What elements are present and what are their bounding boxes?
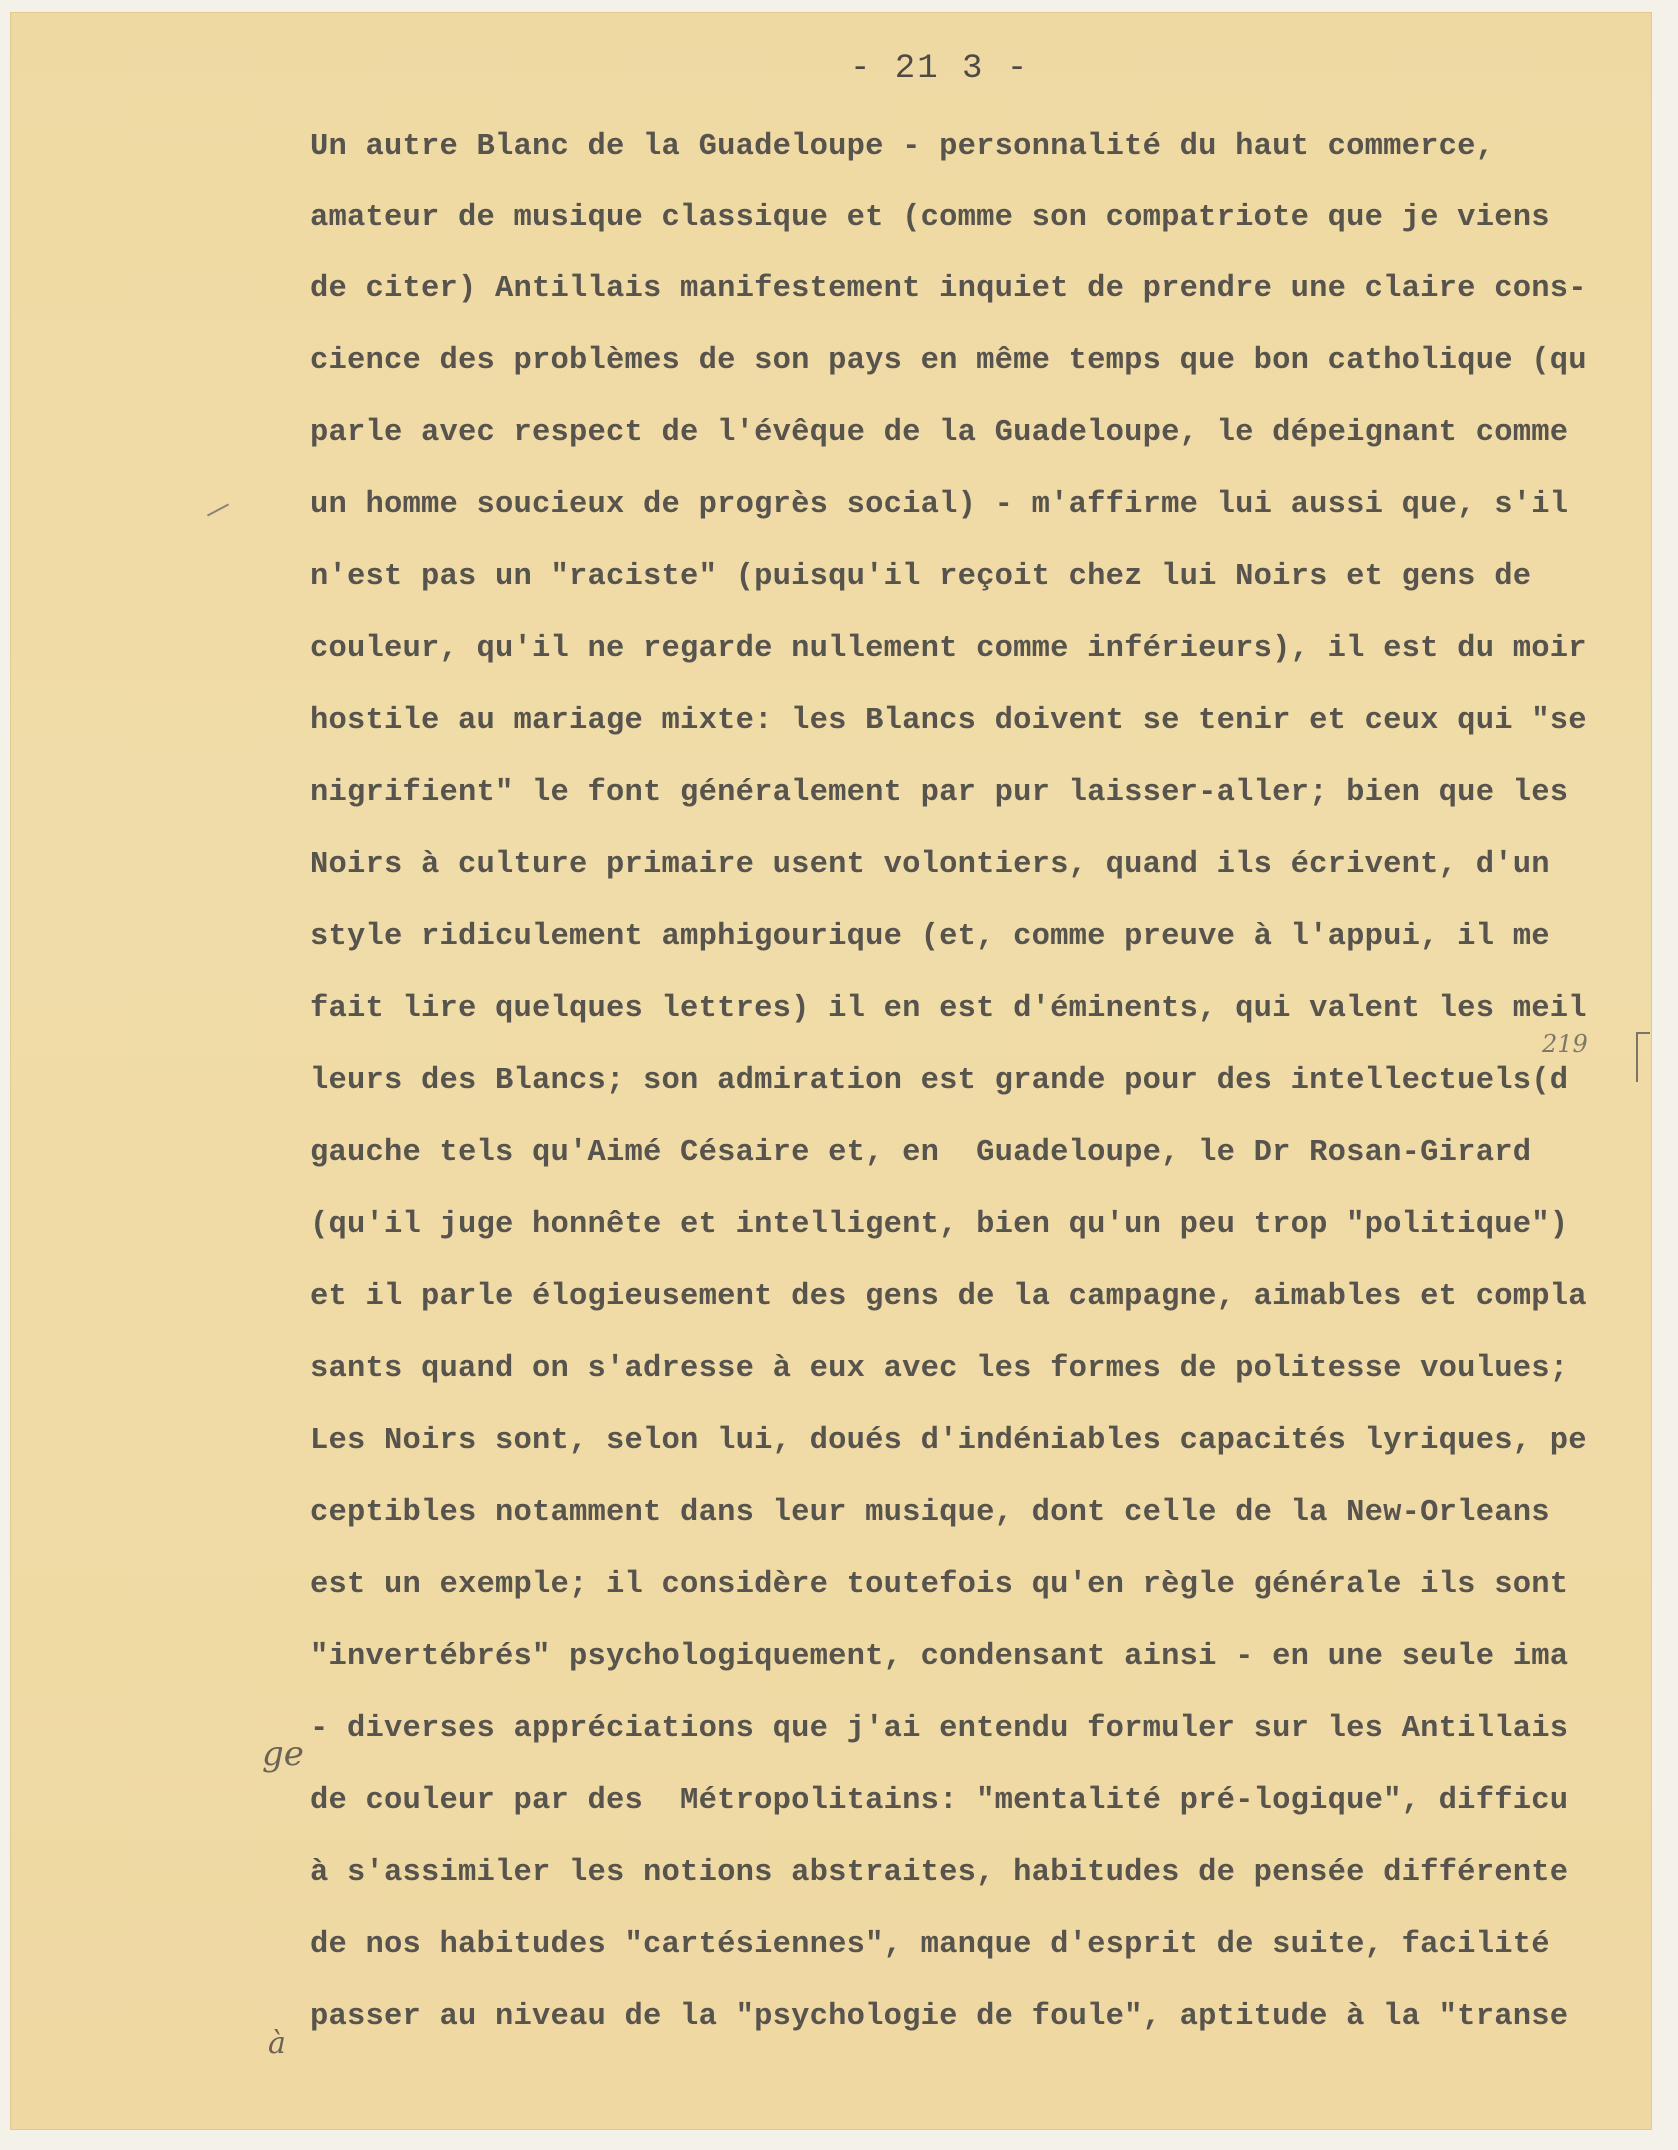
text-line-24: de couleur par des Métropolitains: "mentalité pré-logique", difficu — [310, 1784, 1569, 1818]
text-line-9: hostile au mariage mixte: les Blancs doivent se tenir et ceux qui "se — [310, 704, 1587, 738]
text-line-5: parle avec respect de l'évêque de la Guadeloupe, le dépeignant comme — [310, 416, 1569, 450]
text-line-18: sants quand on s'adresse à eux avec les formes de politesse voulues; — [310, 1352, 1569, 1386]
text-line-23: - diverses appréciations que j'ai entendu formuler sur les Antillais — [310, 1712, 1569, 1746]
text-line-25: à s'assimiler les notions abstraites, habitudes de pensée différente — [310, 1856, 1569, 1890]
text-line-2: amateur de musique classique et (comme son compatriote que je viens — [310, 201, 1550, 235]
text-line-10: nigrifient" le font généralement par pur laisser-aller; bien que les — [310, 776, 1569, 810]
document-page — [10, 12, 1652, 2130]
text-line-14: leurs des Blancs; son admiration est grande pour des intellectuels(d — [310, 1064, 1569, 1098]
margin-note-a: à — [268, 2026, 286, 2061]
text-line-15: gauche tels qu'Aimé Césaire et, en Guadeloupe, le Dr Rosan-Girard — [310, 1136, 1532, 1170]
text-line-27: passer au niveau de la "psychologie de foule", aptitude à la "transe — [310, 2000, 1569, 2034]
text-line-20: ceptibles notamment dans leur musique, dont celle de la New-Orleans — [310, 1496, 1550, 1530]
text-line-8: couleur, qu'il ne regarde nullement comme inférieurs), il est du moir — [310, 632, 1587, 666]
text-line-12: style ridiculement amphigourique (et, comme preuve à l'appui, il me — [310, 920, 1550, 954]
text-line-1: Un autre Blanc de la Guadeloupe - personnalité du haut commerce, — [310, 130, 1495, 164]
text-line-16: (qu'il juge honnête et intelligent, bien qu'un peu trop "politique") — [310, 1208, 1569, 1242]
text-line-6: un homme soucieux de progrès social) - m'affirme lui aussi que, s'il — [310, 488, 1569, 522]
text-line-19: Les Noirs sont, selon lui, doués d'indéniables capacités lyriques, pe — [310, 1424, 1587, 1458]
text-line-4: cience des problèmes de son pays en même temps que bon catholique (qu — [310, 344, 1587, 378]
pencil-mark — [207, 503, 229, 516]
margin-note-ge: ge — [262, 1734, 304, 1774]
handwritten-page-reference: 219 — [1542, 1030, 1588, 1058]
text-line-7: n'est pas un "raciste" (puisqu'il reçoit chez lui Noirs et gens de — [310, 560, 1532, 594]
margin-bracket-mark — [1636, 1032, 1650, 1082]
text-line-17: et il parle élogieusement des gens de la campagne, aimables et compla — [310, 1280, 1587, 1314]
page-number: - 21 3 - — [850, 50, 1030, 88]
text-line-13: fait lire quelques lettres) il en est d'éminents, qui valent les meil — [310, 992, 1587, 1026]
text-line-22: "invertébrés" psychologiquement, condensant ainsi - en une seule ima — [310, 1640, 1569, 1674]
text-line-11: Noirs à culture primaire usent volontiers, quand ils écrivent, d'un — [310, 848, 1550, 882]
text-line-21: est un exemple; il considère toutefois qu'en règle générale ils sont — [310, 1568, 1569, 1602]
text-line-3: de citer) Antillais manifestement inquiet de prendre une claire cons- — [310, 272, 1587, 306]
text-line-26: de nos habitudes "cartésiennes", manque d'esprit de suite, facilité — [310, 1928, 1550, 1962]
